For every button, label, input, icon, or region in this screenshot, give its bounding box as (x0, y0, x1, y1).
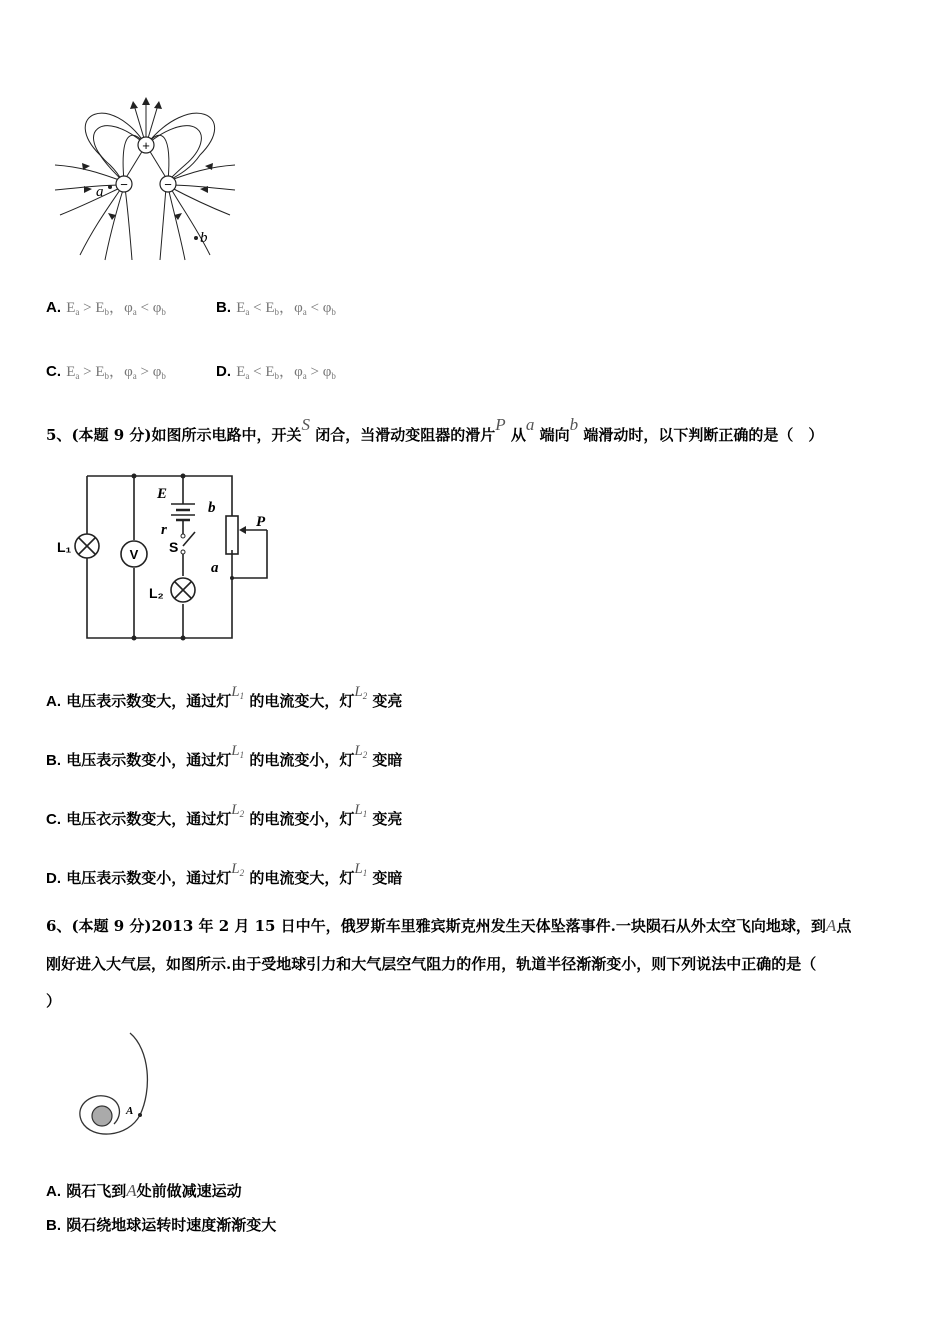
q5-option-d[interactable]: D. 电压表示数变小，通过灯$L_2$ 的电流变大，灯$L_1$ 变暗 (46, 861, 403, 887)
option-letter: A. (46, 1183, 61, 1200)
q6-stem-line3: ） (46, 992, 62, 1010)
option-letter: B. (216, 299, 231, 316)
option-letter: C. (46, 363, 61, 380)
emf-label: E (157, 486, 168, 502)
q4-option-d[interactable] (216, 360, 336, 381)
terminal-a-label: a (211, 560, 219, 576)
q4-option-a[interactable] (46, 296, 166, 317)
option-letter: D. (216, 363, 231, 380)
electric-field-figure (50, 95, 250, 265)
q5-option-a[interactable]: A. 电压表示数变大，通过灯$L_1$ 的电流变大，灯$L_2$ 变亮 (46, 684, 403, 710)
option-letter: A. (46, 693, 61, 710)
negative-charge-label: − (164, 177, 172, 192)
option-letter: A. (46, 299, 61, 316)
terminal-b-label: b (208, 500, 216, 516)
option-formula: $E_a > E_b$，$\varphi_a > \varphi_b$ (66, 364, 166, 381)
q6-option-a[interactable]: A. 陨石飞到A处前做减速运动 (46, 1181, 242, 1200)
q5-stem: 5、(本题 9 分)如图所示电路中，开关S 闭合，当滑动变阻器的滑片P 从a 端向b 端滑动时，以下判断正确的是（ ） (46, 415, 824, 444)
internal-resistance-label: r (161, 522, 167, 538)
option-letter: C. (46, 811, 61, 828)
point-a-label: a (96, 184, 104, 200)
lamp-l2-label: L₂ (149, 585, 164, 601)
meteor-orbit-figure (70, 1030, 170, 1155)
option-formula: $E_a < E_b$，$\varphi_a > \varphi_b$ (236, 364, 336, 381)
option-formula: $E_a > E_b$，$\varphi_a < \varphi_b$ (66, 300, 166, 317)
q4-option-b[interactable] (216, 296, 336, 317)
switch-label: S (169, 539, 179, 555)
option-letter: B. (46, 1217, 61, 1234)
q6-stem-line2: 刚好进入大气层，如图所示.由于受地球引力和大气层空气阻力的作用，轨道半径渐渐变小，则下列说法中正确的是（ (46, 955, 817, 973)
option-formula: $E_a < E_b$，$\varphi_a < \varphi_b$ (236, 300, 336, 317)
negative-charge-label: − (120, 177, 128, 192)
slider-p-label: P (256, 514, 266, 530)
earth-icon (92, 1106, 112, 1126)
point-b-label: b (200, 230, 208, 246)
q5-option-b[interactable]: B. 电压表示数变小，通过灯$L_1$ 的电流变小，灯$L_2$ 变暗 (46, 743, 403, 769)
q6-stem-line1: 6、(本题 9 分)2013 年 2 月 15 日中午，俄罗斯车里雅宾斯克州发生天体坠落事件.一块陨石从外太空飞向地球，到A点 (46, 916, 852, 935)
q4-option-c[interactable] (46, 360, 166, 381)
q6-option-b[interactable]: B. 陨石绕地球运转时速度渐渐变大 (46, 1216, 277, 1234)
circuit-diagram (45, 468, 295, 658)
point-a-label: A (126, 1105, 134, 1117)
voltmeter-label: V (129, 547, 139, 562)
option-letter: D. (46, 870, 61, 887)
positive-charge-label: + (142, 138, 150, 153)
lamp-l1-label: L₁ (57, 539, 72, 555)
q5-option-c[interactable]: C. 电压衣示数变大，通过灯$L_2$ 的电流变小，灯$L_1$ 变亮 (46, 802, 403, 828)
option-letter: B. (46, 752, 61, 769)
